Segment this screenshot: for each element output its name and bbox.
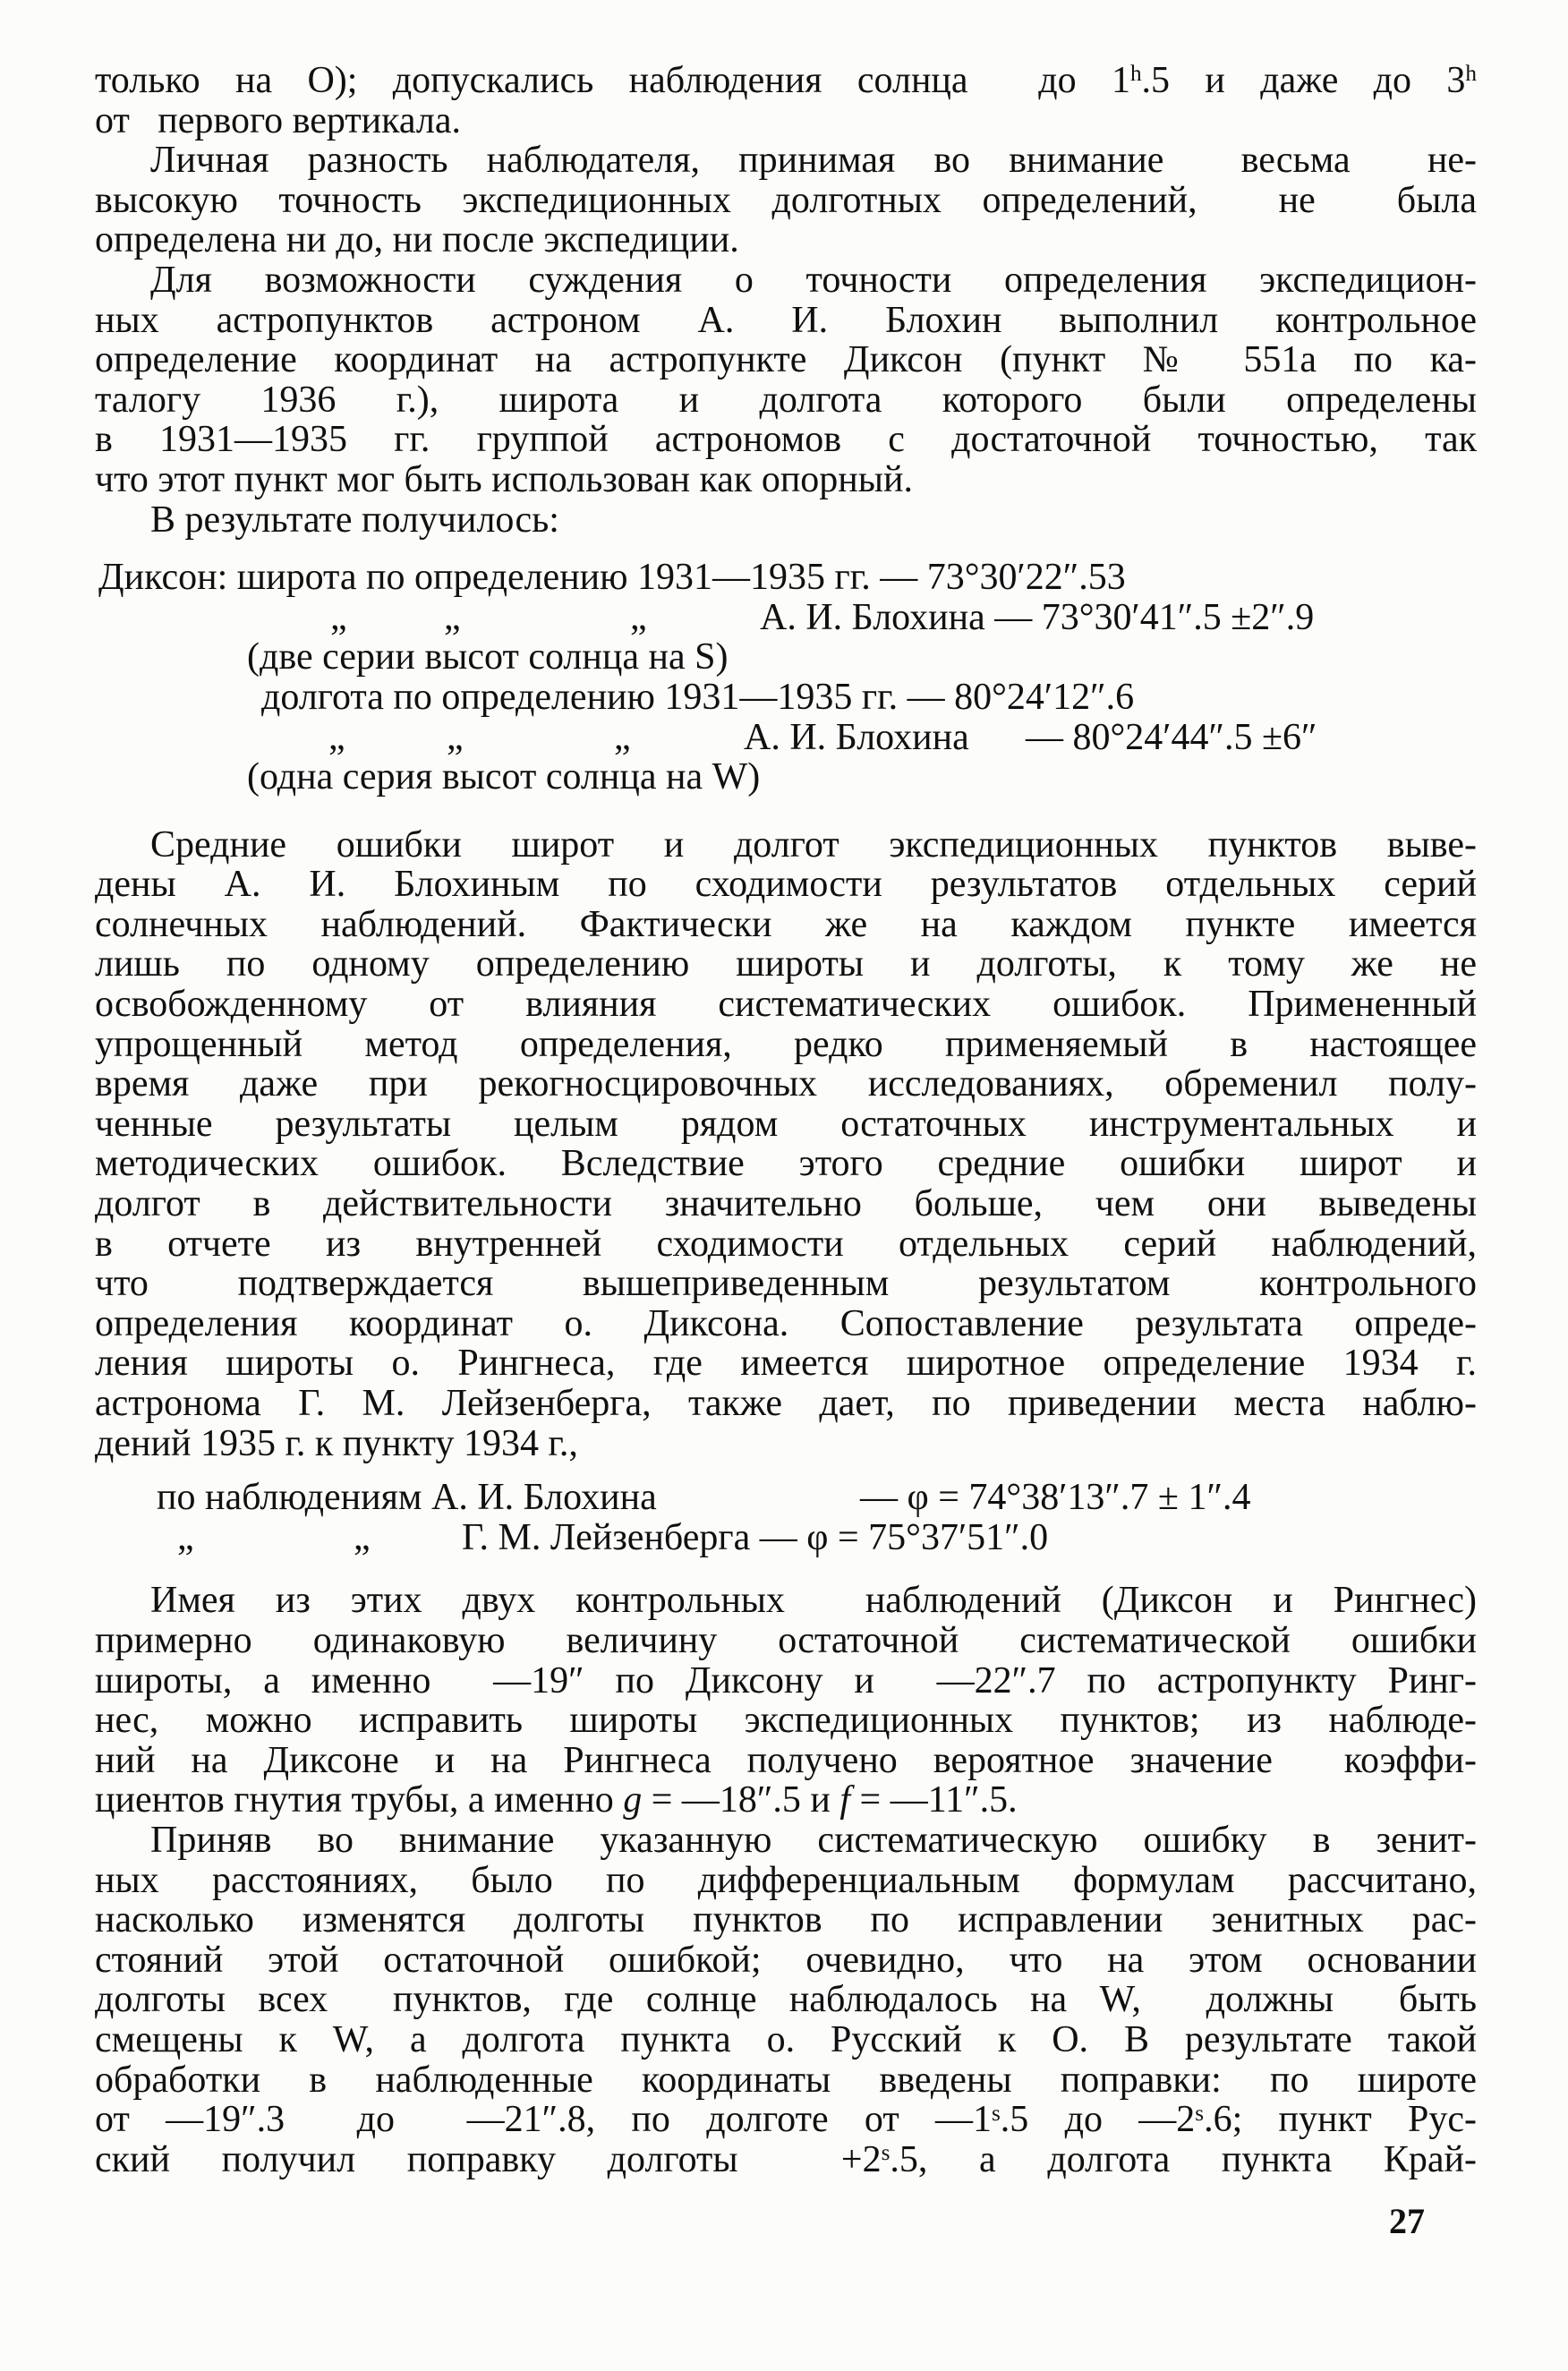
- text-line: ченные результаты целым рядом остаточных инструментальных и: [95, 1103, 1477, 1145]
- text-line: стояний этой остаточной ошибкой; очевидно, что на этом основании: [95, 1939, 1477, 1981]
- text-line: [95, 1518, 1477, 1558]
- text-line: долгота по определению 1931—1935 гг. — 80°24′12″.6: [261, 676, 1135, 718]
- superscript-s: s: [991, 2101, 1001, 2126]
- text-line: в 1931—1935 гг. группой астрономов с достаточной точностью, так: [95, 419, 1477, 461]
- text-segment: только на О); допускались наблюдения солнца до 1: [95, 60, 1130, 101]
- text-line: ных расстояниях, было по дифференциальным формулам рассчитано,: [95, 1859, 1477, 1901]
- text-line: [95, 598, 1477, 638]
- text-line: дений 1935 г. к пункту 1934 г.,: [95, 1422, 578, 1464]
- text-line: освобожденному от влияния систематических ошибок. Примененный: [95, 984, 1477, 1026]
- ditto-mark: „: [330, 596, 347, 638]
- formula-label: по наблюдениям А. И. Блохина: [157, 1477, 657, 1519]
- italic-variable-g: g: [623, 1779, 643, 1821]
- text-line: долгот в действительности значительно больше, чем они выведены: [95, 1183, 1477, 1225]
- text-line: от первого вертикала.: [95, 99, 462, 141]
- text-segment: циентов гнутия трубы, а именно: [95, 1779, 624, 1821]
- superscript-s: s: [881, 2141, 891, 2166]
- text-segment: = —18″.5 и: [642, 1779, 840, 1821]
- text-line: определение координат на астропункте Диксон (пункт № 551а по ка-: [95, 339, 1477, 381]
- text-line: дены А. И. Блохиным по сходимости результатов отдельных серий: [95, 864, 1477, 906]
- observer-value: А. И. Блохина — 73°30′41″.5 ±2″.9: [760, 596, 1315, 638]
- text-segment: .5 до —2: [1000, 2099, 1196, 2141]
- text-line: [95, 2100, 1477, 2140]
- text-line: что подтверждается вышеприведенным результатом контрольного: [95, 1263, 1477, 1305]
- text-line: [95, 718, 1477, 758]
- observer-name: А. И. Блохина: [744, 716, 969, 758]
- ditto-mark: „: [444, 596, 461, 638]
- text-segment: ский получил поправку долготы +2: [95, 2138, 882, 2180]
- ditto-mark: „: [447, 716, 464, 758]
- text-line: [95, 1478, 1477, 1518]
- latitude-comparison-block: [95, 1478, 1477, 1557]
- text-line: широты, а именно —19″ по Диксону и —22″.7 по астропункту Ринг-: [95, 1659, 1477, 1701]
- text-line: (две серии высот солнца на S): [247, 636, 729, 678]
- formula-value: — φ = 74°38′13″.7 ± 1″.4: [860, 1477, 1251, 1519]
- text-line: определения координат о. Диксона. Сопоставление результата опреде-: [95, 1302, 1477, 1344]
- ditto-mark: „: [614, 716, 631, 758]
- text-line: методических ошибок. Вследствие этого средние ошибки широт и: [95, 1143, 1477, 1185]
- ditto-mark: „: [328, 716, 345, 758]
- text-segment: .5, а долгота пункта Край-: [890, 2138, 1477, 2180]
- text-line: Диксон: широта по определению 1931—1935 гг. — 73°30′22″.53: [98, 557, 1126, 599]
- text-line: что этот пункт мог быть использован как опорный.: [95, 458, 913, 500]
- text-line: [95, 2140, 1477, 2180]
- text-line: обработки в наблюденные координаты введены поправки: по широте: [95, 2059, 1477, 2101]
- observer-value: — 80°24′44″.5 ±6″: [1026, 716, 1317, 758]
- ditto-mark: „: [177, 1516, 194, 1558]
- text-line: нес, можно исправить широты экспедиционных пунктов; из наблюде-: [95, 1700, 1477, 1742]
- italic-variable-f: f: [839, 1779, 851, 1821]
- text-line: Приняв во внимание указанную систематическую ошибку в зенит-: [150, 1819, 1477, 1861]
- text-line: время даже при рекогносцировочных исследованиях, обременил полу-: [95, 1063, 1477, 1105]
- text-segment: .5 и даже до 3: [1141, 60, 1466, 101]
- text-line: ных астропунктов астроном А. И. Блохин выполнил контрольное: [95, 299, 1477, 341]
- text-line: талогу 1936 г.), широта и долгота которого были определены: [95, 379, 1477, 421]
- dixon-results-block: [95, 558, 1477, 797]
- ditto-mark: „: [354, 1516, 371, 1558]
- text-line: долготы всех пунктов, где солнце наблюдалось на W, должны быть: [95, 1979, 1477, 2021]
- superscript-h: h: [1129, 62, 1142, 87]
- text-column: [95, 61, 1477, 2179]
- text-line: Личная разность наблюдателя, принимая во внимание весьма не-: [150, 140, 1477, 182]
- text-line: примерно одинаковую величину остаточной систематической ошибки: [95, 1619, 1477, 1661]
- text-line: ления широты о. Рингнеса, где имеется широтное определение 1934 г.: [95, 1343, 1477, 1385]
- formula-value: Г. М. Лейзенберга — φ = 75°37′51″.0: [462, 1516, 1049, 1558]
- text-line: высокую точность экспедиционных долготных определений, не была: [95, 179, 1477, 221]
- text-line: [95, 61, 1477, 101]
- text-line: В результате получилось:: [150, 499, 559, 541]
- text-line: смещены к W, а долгота пункта о. Русский к О. В результате такой: [95, 2018, 1477, 2060]
- page-number: 27: [1389, 2201, 1425, 2241]
- text-line: Для возможности суждения о точности определения экспедицион-: [150, 259, 1477, 301]
- text-line: определена ни до, ни после экспедиции.: [95, 219, 739, 261]
- text-segment: от —19″.3 до —21″.8, по долготе от —1: [95, 2099, 992, 2141]
- text-line: лишь по одному определению широты и долготы, к тому же не: [95, 943, 1477, 985]
- text-line: в отчете из внутренней сходимости отдельных серий наблюдений,: [95, 1223, 1477, 1265]
- text-segment: = —11″.5.: [850, 1779, 1018, 1821]
- text-line: Средние ошибки широт и долгот экспедиционных пунктов выве-: [150, 823, 1477, 866]
- text-line: астронома Г. М. Лейзенберга, также дает, по приведении места наблю-: [95, 1383, 1477, 1424]
- text-line: упрощенный метод определения, редко применяемый в настоящее: [95, 1023, 1477, 1065]
- text-line: Имея из этих двух контрольных наблюдений (Диксон и Рингнес): [150, 1580, 1477, 1622]
- text-line: [95, 1780, 1477, 1821]
- text-line: (одна серия высот солнца на W): [247, 756, 761, 798]
- ditto-mark: „: [630, 596, 647, 638]
- text-line: ний на Диксоне и на Рингнеса получено вероятное значение коэффи-: [95, 1739, 1477, 1781]
- text-segment: .6; пункт Рус-: [1204, 2099, 1477, 2141]
- text-line: насколько изменятся долготы пунктов по исправлении зенитных рас-: [95, 1899, 1477, 1941]
- superscript-s: s: [1195, 2101, 1205, 2126]
- superscript-h: h: [1465, 62, 1477, 87]
- text-line: солнечных наблюдений. Фактически же на каждом пункте имеется: [95, 903, 1477, 945]
